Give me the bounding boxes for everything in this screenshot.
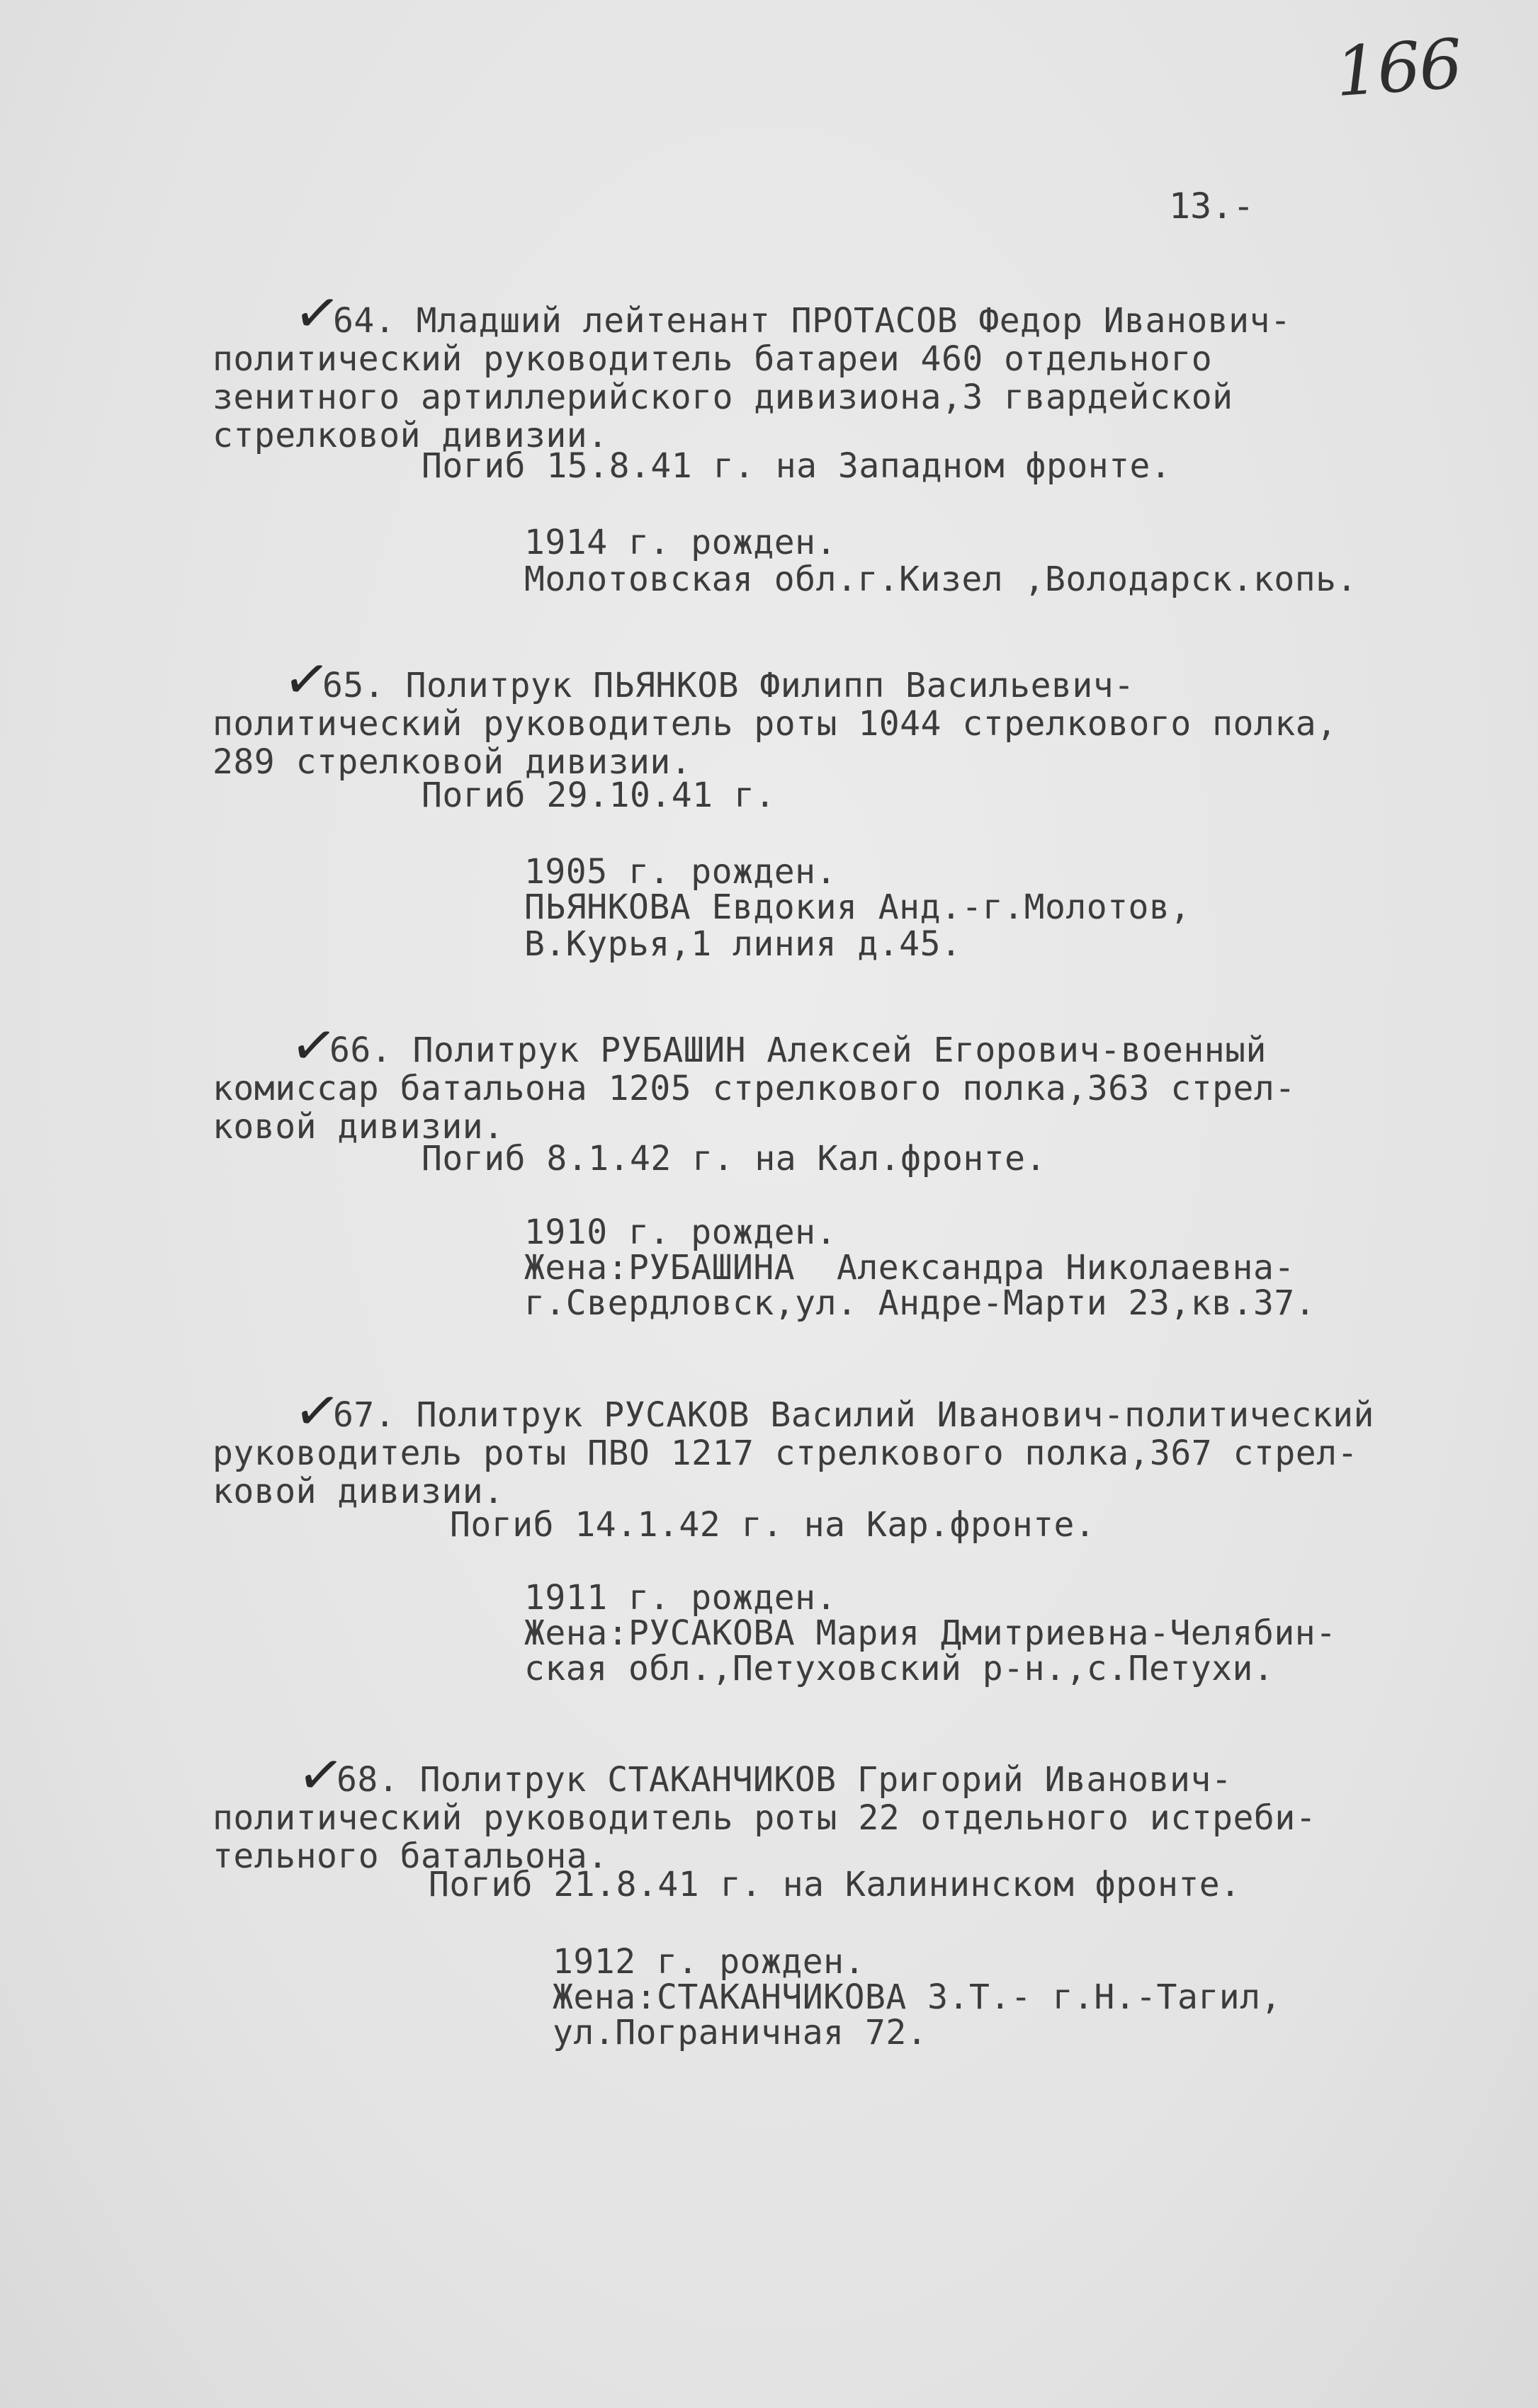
birth-year: 1911 г. рожден. <box>524 1578 837 1618</box>
entry-text: Младший лейтенант ПРОТАСОВ Федор Иванович- <box>416 301 1291 341</box>
death-info: Погиб 21.8.41 г. на Калининском фронте. <box>429 1865 1241 1904</box>
next-of-kin: Жена:СТАКАНЧИКОВА З.Т.- г.Н.-Тагил, <box>553 1977 1282 2017</box>
entry-line: политический руководитель роты 1044 стрелкового полка, <box>213 704 1338 744</box>
entry-title-line <box>333 1395 1374 1435</box>
entry-number: 67. <box>333 1395 396 1435</box>
death-info: Погиб 8.1.42 г. на Кал.фронте. <box>422 1139 1046 1179</box>
entry-text: Политрук ПЬЯНКОВ Филипп Васильевич- <box>405 666 1135 705</box>
birth-year: 1905 г. рожден. <box>524 852 837 892</box>
next-of-kin: Жена:РУСАКОВА Мария Дмитриевна-Челябин- <box>524 1613 1337 1653</box>
next-of-kin: Жена:РУБАШИНА Александра Николаевна- <box>524 1248 1295 1288</box>
death-info: Погиб 15.8.41 г. на Западном фронте. <box>422 446 1172 486</box>
entry-title-line <box>333 301 1291 341</box>
check-mark: ✓ <box>290 278 345 349</box>
entry-number: 64. <box>333 301 396 341</box>
death-info: Погиб 14.1.42 г. на Кар.фронте. <box>450 1505 1096 1545</box>
entry-number: 68. <box>337 1760 400 1800</box>
next-of-kin: ПЬЯНКОВА Евдокия Анд.-г.Молотов, <box>524 887 1191 927</box>
entry-line: руководитель роты ПВО 1217 стрелкового полка,367 стрел- <box>213 1433 1358 1473</box>
check-mark: ✓ <box>279 644 334 715</box>
address: ская обл.,Петуховский р-н.,с.Петухи. <box>524 1649 1274 1688</box>
entry-number: 66. <box>329 1030 392 1070</box>
entry-title-line <box>337 1760 1232 1800</box>
entry-line: политический руководитель батареи 460 отдельного <box>213 339 1213 379</box>
entry-title-line <box>322 666 1135 705</box>
address: Молотовская обл.г.Кизел ,Володарск.копь. <box>524 560 1357 599</box>
entry-text: Политрук СТАКАНЧИКОВ Григорий Иванович- <box>419 1760 1233 1800</box>
check-mark: ✓ <box>293 1740 349 1811</box>
entry-line: комиссар батальона 1205 стрелкового полка,363 стрел- <box>213 1069 1296 1108</box>
entry-text: Политрук РУБАШИН Алексей Егорович-военный <box>412 1030 1267 1070</box>
page-number: 13.- <box>1169 186 1255 227</box>
archive-page-number: 166 <box>1333 23 1464 113</box>
entry-line: 289 стрелковой дивизии. <box>213 742 692 782</box>
entry-title-line <box>329 1030 1267 1070</box>
birth-year: 1914 г. рожден. <box>524 523 837 562</box>
entry-line: тельного батальона. <box>213 1836 609 1876</box>
birth-year: 1912 г. рожден. <box>553 1942 865 1982</box>
address: г.Свердловск,ул. Андре-Марти 23,кв.37. <box>524 1283 1316 1323</box>
entry-number: 65. <box>322 666 385 705</box>
address: В.Курья,1 линия д.45. <box>524 924 962 964</box>
entry-line: зенитного артиллерийского дивизиона,3 гвардейской <box>213 377 1233 417</box>
address: ул.Пограничная 72. <box>553 2013 928 2052</box>
entry-line: стрелковой дивизии. <box>213 416 609 455</box>
check-mark: ✓ <box>286 1011 341 1081</box>
birth-year: 1910 г. рожден. <box>524 1212 837 1252</box>
entry-text: Политрук РУСАКОВ Василий Иванович-политический <box>416 1395 1374 1435</box>
death-info: Погиб 29.10.41 г. <box>422 776 776 815</box>
entry-line: ковой дивизии. <box>213 1107 504 1147</box>
check-mark: ✓ <box>290 1376 345 1447</box>
entry-line: политический руководитель роты 22 отдельного истреби- <box>213 1798 1317 1838</box>
entry-line: ковой дивизии. <box>213 1472 504 1511</box>
